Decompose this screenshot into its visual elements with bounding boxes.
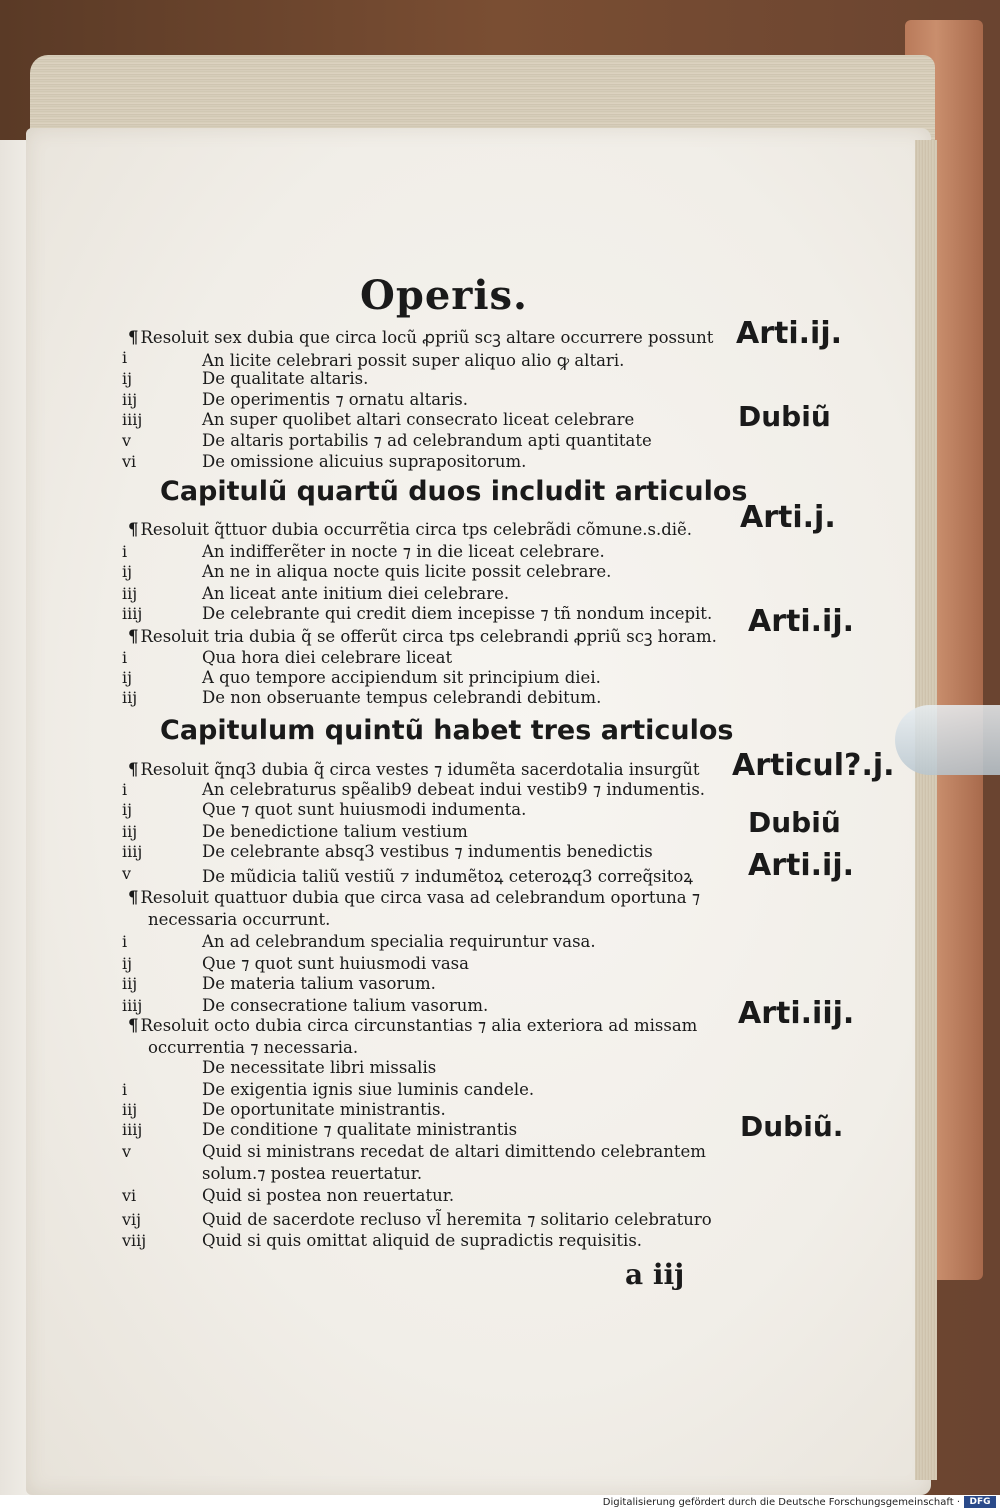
dubium-line: De celebrante qui credit diem incepisse ⁊ tñ nondum incepit.: [202, 604, 713, 623]
dubium-line: An liceat ante initium diei celebrare.: [202, 584, 510, 603]
dubium-line: An licite celebrari possit super aliquo alio ꝙ altari.: [202, 351, 625, 370]
pilcrow-icon: ¶: [128, 328, 139, 347]
dubium-line: occurrentia ⁊ necessaria.: [148, 1038, 359, 1057]
resolution-line: [128, 325, 713, 348]
margin-label-article: Arti.ij.: [748, 848, 854, 883]
item-number: ij: [122, 562, 133, 581]
item-number: iiij: [122, 996, 143, 1015]
item-number: v: [122, 1142, 132, 1161]
item-number: iij: [122, 688, 138, 707]
pilcrow-icon: ¶: [128, 627, 139, 646]
item-number: iiij: [122, 410, 143, 429]
margin-label-dubium: Dubiũ.: [740, 1110, 844, 1143]
chapter-heading: Capitulũ quartũ duos includit articulos: [160, 476, 748, 507]
dubium-line: Quid si quis omittat aliquid de supradictis requisitis.: [202, 1231, 643, 1250]
margin-label-article: Articul?.j.: [732, 748, 895, 783]
item-number: iiij: [122, 1120, 143, 1139]
item-number: vi: [122, 1186, 137, 1205]
item-number: i: [122, 780, 128, 799]
resolution-text: Resoluit sex dubia que circa locũ ꝓpriũ scꝫ altare occurrere possunt: [140, 328, 714, 347]
margin-label-article: Arti.iij.: [738, 996, 855, 1031]
resolution-text: Resoluit q̃nq3 dubia q̃ circa vestes ⁊ idumẽta sacerdotalia insurgũt: [140, 760, 700, 779]
dubium-line: Qua hora diei celebrare liceat: [202, 648, 453, 667]
dubium-line: Que ⁊ quot sunt huiusmodi vasa: [202, 954, 469, 973]
item-number: ij: [122, 668, 133, 687]
item-number: i: [122, 542, 128, 561]
dubium-line: De operimentis ⁊ ornatu altaris.: [202, 390, 469, 409]
item-number: v: [122, 431, 132, 450]
running-title: Operis.: [360, 272, 528, 319]
resolution-line: [128, 888, 700, 907]
item-number: iij: [122, 974, 138, 993]
item-number: iij: [122, 822, 138, 841]
item-number: i: [122, 932, 128, 951]
resolution-text: Resoluit q̃ttuor dubia occurrẽtia circa tps celebrãdi cõmune.s.diẽ.: [140, 520, 693, 539]
chapter-heading: Capitulum quintũ habet tres articulos: [160, 715, 734, 746]
dubium-line: necessaria occurrunt.: [148, 910, 331, 929]
dubium-line: De non obseruante tempus celebrandi debitum.: [202, 688, 602, 707]
dubium-line: Quid de sacerdote recluso vl̃ heremita ⁊ solitario celebraturo: [202, 1210, 712, 1229]
dubium-line: De omissione alicuius suprapositorum.: [202, 452, 527, 471]
item-number: ij: [122, 954, 133, 973]
dubium-line: De qualitate altaris.: [202, 369, 369, 388]
pilcrow-icon: ¶: [128, 520, 139, 539]
item-number: vij: [122, 1210, 142, 1229]
margin-label-article: Arti.ij.: [748, 604, 854, 639]
dubium-line: De oportunitate ministrantis.: [202, 1100, 446, 1119]
item-number: iij: [122, 390, 138, 409]
pilcrow-icon: ¶: [128, 760, 139, 779]
dubium-line: De mũdicia taliũ vestiũ ⁊ indumẽtoꝝ ceteroꝝq3 correq̃sitoꝝ: [202, 867, 693, 886]
item-number: iiij: [122, 842, 143, 861]
dubium-line: Quid si ministrans recedat de altari dimittendo celebrantem: [202, 1142, 706, 1161]
dubium-line: Que ⁊ quot sunt huiusmodi indumenta.: [202, 800, 527, 819]
dubium-line: An ne in aliqua nocte quis licite possit celebrare.: [202, 562, 612, 581]
footer-credit: Digitalisierung gefördert durch die Deutsche Forschungsgemeinschaft ·: [602, 1497, 960, 1508]
dubium-line: An ad celebrandum specialia requiruntur vasa.: [202, 932, 596, 951]
dubium-line: An celebraturus spẽalib9 debeat indui vestib9 ⁊ indumentis.: [202, 780, 706, 799]
margin-label-article: Arti.ij.: [736, 316, 842, 351]
margin-label-dubium: Dubiũ: [748, 806, 841, 839]
dubium-line: An super quolibet altari consecrato liceat celebrare: [202, 410, 635, 429]
dubium-line: solum.⁊ postea reuertatur.: [202, 1164, 423, 1183]
item-number: vi: [122, 452, 137, 471]
margin-label-dubium: Dubiũ: [738, 400, 831, 433]
resolution-line: [128, 760, 700, 779]
resolution-text: Resoluit tria dubia q̃ se offerũt circa tps celebrandi ꝓpriũ scꝫ horam.: [140, 627, 717, 646]
item-number: i: [122, 648, 128, 667]
dubium-line: De exigentia ignis siue luminis candele.: [202, 1080, 535, 1099]
resolution-text: Resoluit quattuor dubia que circa vasa ad celebrandum oportuna ⁊: [140, 888, 701, 907]
dubium-line: De conditione ⁊ qualitate ministrantis: [202, 1120, 518, 1139]
pilcrow-icon: ¶: [128, 888, 139, 907]
dubium-line: De altaris portabilis ⁊ ad celebrandum apti quantitate: [202, 431, 652, 450]
dubium-line: De materia talium vasorum.: [202, 974, 436, 993]
signature-mark: a iij: [625, 1258, 685, 1291]
item-number: i: [122, 348, 128, 367]
item-number: i: [122, 1080, 128, 1099]
dubium-line: An indifferẽter in nocte ⁊ in die liceat celebrare.: [202, 542, 605, 561]
item-number: iiij: [122, 604, 143, 623]
item-number: ij: [122, 369, 133, 388]
dubium-line: De benedictione talium vestium: [202, 822, 468, 841]
resolution-line: [128, 520, 692, 539]
item-number: iij: [122, 1100, 138, 1119]
resolution-line: [128, 1016, 697, 1035]
item-number: ij: [122, 800, 133, 819]
item-number: viij: [122, 1231, 147, 1250]
facing-page-text-fragments: [2, 420, 32, 940]
pilcrow-icon: ¶: [128, 1016, 139, 1035]
dubium-line: De celebrante absq3 vestibus ⁊ indumentis benedictis: [202, 842, 653, 861]
dubium-line: De necessitate libri missalis: [202, 1058, 437, 1077]
dubium-line: Quid si postea non reuertatur.: [202, 1186, 455, 1205]
resolution-text: Resoluit octo dubia circa circunstantias ⁊ alia exteriora ad missam: [140, 1016, 698, 1035]
dubium-line: A quo tempore accipiendum sit principium diei.: [202, 668, 601, 687]
dubium-line: De consecratione talium vasorum.: [202, 996, 489, 1015]
resolution-line: [128, 624, 717, 647]
item-number: v: [122, 864, 132, 883]
dfg-logo: DFG: [964, 1496, 996, 1508]
item-number: iij: [122, 584, 138, 603]
margin-label-article: Arti.j.: [740, 500, 836, 535]
